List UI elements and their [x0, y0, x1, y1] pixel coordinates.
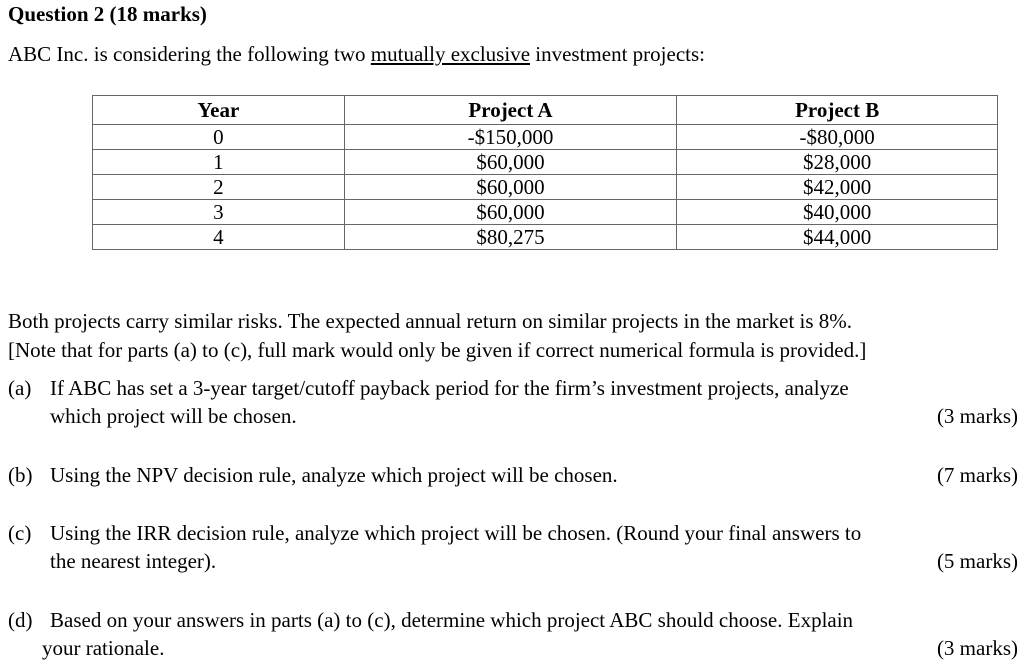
- part-a-line-2: which project will be chosen.: [50, 404, 297, 428]
- context-line-1: Both projects carry similar risks. The expected annual return on similar projects in the market is 8%.: [8, 309, 853, 333]
- part-c-line-1: Using the IRR decision rule, analyze which project will be chosen. (Round your final answers to: [50, 521, 862, 545]
- table-row: [93, 200, 998, 225]
- project-b-cell: $44,000: [677, 225, 998, 250]
- part-a-marks: (3 marks): [936, 404, 1018, 428]
- year-cell: 0: [93, 125, 345, 150]
- context-paragraph: [8, 307, 866, 364]
- question-title: Question 2 (18 marks): [8, 2, 207, 26]
- table-header-row: [93, 96, 998, 125]
- project-b-cell: $28,000: [677, 150, 998, 175]
- part-d-line-1: Based on your answers in parts (a) to (c), determine which project ABC should choose. Explain: [50, 608, 854, 632]
- table-row: [93, 225, 998, 250]
- part-c-marks: (5 marks): [936, 549, 1018, 573]
- intro-text: [8, 40, 705, 68]
- intro-after: investment projects:: [530, 42, 705, 66]
- intro-before: ABC Inc. is considering the following two: [8, 42, 371, 66]
- part-c-line-2: the nearest integer).: [50, 549, 217, 573]
- project-a-cell: -$150,000: [344, 125, 677, 150]
- project-a-cell: $60,000: [344, 175, 677, 200]
- context-note: [Note that for parts (a) to (c), full mark would only be given if correct numerical formula is provided.]: [8, 337, 867, 362]
- part-b-marks: (7 marks): [936, 463, 1018, 487]
- cash-flow-table: [92, 95, 998, 250]
- year-cell: 4: [93, 225, 345, 250]
- part-b-line-1: Using the NPV decision rule, analyze which project will be chosen.: [50, 463, 618, 487]
- header-year: Year: [93, 96, 345, 125]
- project-a-cell: $60,000: [344, 150, 677, 175]
- part-c-label: (c): [8, 521, 32, 545]
- project-b-cell: -$80,000: [677, 125, 998, 150]
- header-project-b: Project B: [677, 96, 998, 125]
- part-d-line-2: your rationale.: [42, 636, 165, 660]
- table-row: [93, 150, 998, 175]
- part-d-marks: (3 marks): [936, 636, 1018, 660]
- header-project-a: Project A: [344, 96, 677, 125]
- table-row: [93, 125, 998, 150]
- project-b-cell: $42,000: [677, 175, 998, 200]
- intro-underlined: mutually exclusive: [370, 42, 531, 66]
- table-row: [93, 175, 998, 200]
- part-d-label: (d): [8, 608, 33, 632]
- year-cell: 2: [93, 175, 345, 200]
- project-a-cell: $80,275: [344, 225, 677, 250]
- part-a-label: (a): [8, 376, 32, 400]
- project-b-cell: $40,000: [677, 200, 998, 225]
- part-b-label: (b): [8, 463, 33, 487]
- project-a-cell: $60,000: [344, 200, 677, 225]
- part-a-line-1: If ABC has set a 3-year target/cutoff payback period for the firm’s investment projects, analyze: [50, 376, 849, 400]
- year-cell: 3: [93, 200, 345, 225]
- year-cell: 1: [93, 150, 345, 175]
